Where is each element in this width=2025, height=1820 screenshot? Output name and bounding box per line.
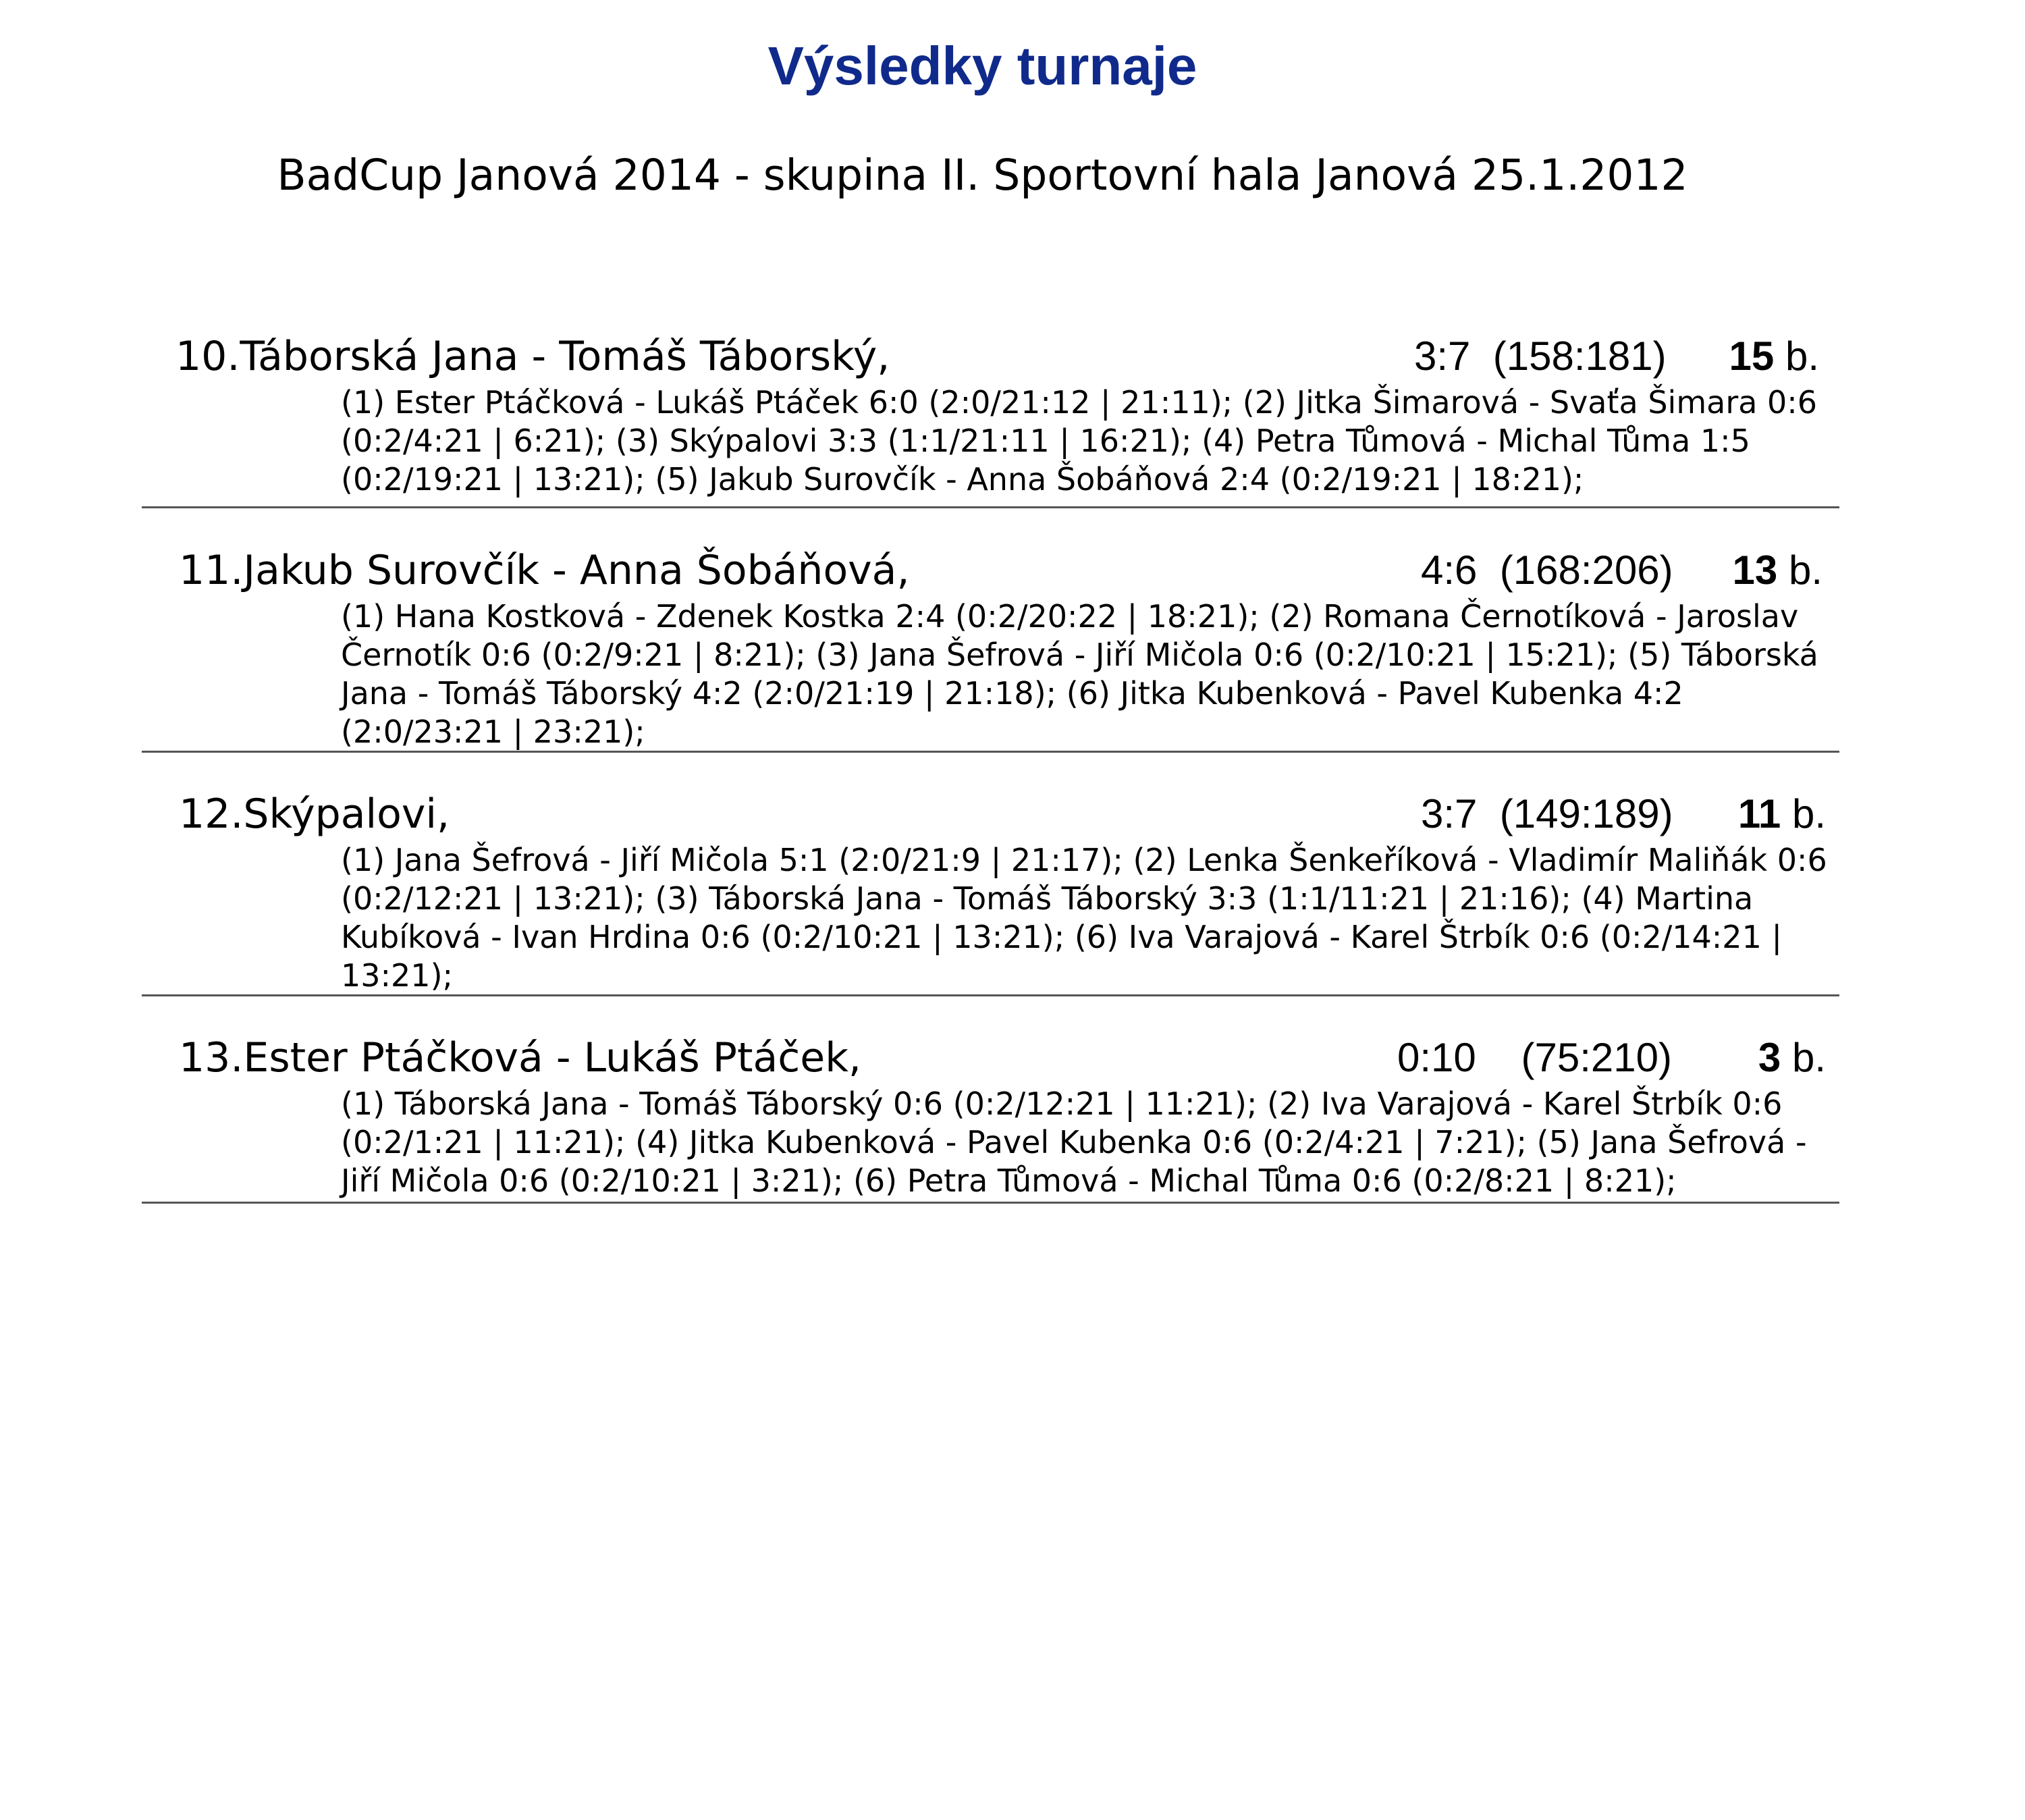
sets: 4:6 — [1421, 547, 1478, 593]
total-points — [1733, 543, 1823, 597]
match-details: (1) Hana Kostková - Zdenek Kostka 2:4 (0:2/20:22 | 18:21); (2) Romana Černotíková - Jaroslav Černotík 0:6 (0:2/9:21 | 8:21); (3) Jana Šefrová - Jiří Mičola 0:6 (0:2/10:21 | 15:21); (5) Táborská Jana - Tomáš Táborský 4:2 (2:0/21:19 | 21:18); (6) Jitka Kubenková - Pavel Kubenka 4:2 (2:0/23:21 | 23:21); — [341, 598, 1818, 750]
result-entry — [142, 787, 1839, 996]
team-name: 12.Skýpalovi, — [179, 791, 450, 838]
set-score — [1421, 543, 1673, 597]
sets: 3:7 — [1414, 333, 1471, 379]
total-points — [1738, 787, 1826, 841]
entry-header — [142, 1031, 1839, 1085]
points-value: 13 — [1732, 547, 1778, 593]
points-value: 15 — [1729, 333, 1775, 379]
tournament-subtitle: BadCup Janová 2014 - skupina II. Sportovní hala Janová 25.1.2012 — [277, 151, 1688, 200]
set-score — [1414, 329, 1667, 383]
set-score — [1421, 787, 1673, 841]
points-ratio: (158:181) — [1492, 333, 1667, 379]
total-points — [1758, 1031, 1826, 1085]
points-suffix: b. — [1788, 547, 1823, 593]
entry-header — [142, 787, 1839, 841]
set-score — [1397, 1031, 1672, 1085]
sets: 0:10 — [1397, 1035, 1476, 1080]
result-entry — [142, 543, 1839, 753]
match-details: (1) Ester Ptáčková - Lukáš Ptáček 6:0 (2:0/21:12 | 21:11); (2) Jitka Šimarová - Svaťa Šimara 0:6 (0:2/4:21 | 6:21); (3) Skýpalovi 3:3 (1:1/21:11 | 16:21); (4) Petra Tůmová - Michal Tůma 1:5 (0:2/19:21 | 13:21); (5) Jakub Surovčík - Anna Šobáňová 2:4 (0:2/19:21 | 18:21); — [341, 384, 1818, 498]
match-details: (1) Jana Šefrová - Jiří Mičola 5:1 (2:0/21:9 | 21:17); (2) Lenka Šenkeříková - Vladimír Maliňák 0:6 (0:2/12:21 | 13:21); (3) Táborská Jana - Tomáš Táborský 3:3 (1:1/11:21 | 21:16); (4) Martina Kubíková - Ivan Hrdina 0:6 (0:2/10:21 | 13:21); (6) Iva Varajová - Karel Štrbík 0:6 (0:2/14:21 | 13:21); — [341, 842, 1827, 994]
result-entry — [142, 329, 1839, 508]
points-value: 11 — [1737, 791, 1781, 836]
points-ratio: (168:206) — [1499, 547, 1673, 593]
points-suffix: b. — [1791, 791, 1826, 836]
points-suffix: b. — [1791, 1035, 1826, 1080]
points-suffix: b. — [1785, 333, 1819, 379]
points-ratio: (75:210) — [1521, 1035, 1672, 1080]
page-title: Výsledky turnaje — [767, 36, 1197, 96]
match-details: (1) Táborská Jana - Tomáš Táborský 0:6 (0:2/12:21 | 11:21); (2) Iva Varajová - Karel Štrbík 0:6 (0:2/1:21 | 11:21); (4) Jitka Kubenková - Pavel Kubenka 0:6 (0:2/4:21 | 7:21); (5) Jana Šefrová - Jiří Mičola 0:6 (0:2/10:21 | 3:21); (6) Petra Tůmová - Michal Tůma 0:6 (0:2/8:21 | 8:21); — [341, 1086, 1807, 1199]
result-entry — [142, 1031, 1839, 1204]
entry-header — [142, 543, 1839, 597]
total-points — [1729, 329, 1819, 383]
team-name: 13.Ester Ptáčková - Lukáš Ptáček, — [179, 1034, 862, 1081]
team-name: 11.Jakub Surovčík - Anna Šobáňová, — [179, 547, 910, 594]
sets: 3:7 — [1421, 791, 1478, 836]
points-value: 3 — [1758, 1035, 1781, 1080]
team-name: 10.Táborská Jana - Tomáš Táborský, — [176, 333, 890, 380]
entry-header — [142, 329, 1839, 383]
points-ratio: (149:189) — [1499, 791, 1673, 836]
